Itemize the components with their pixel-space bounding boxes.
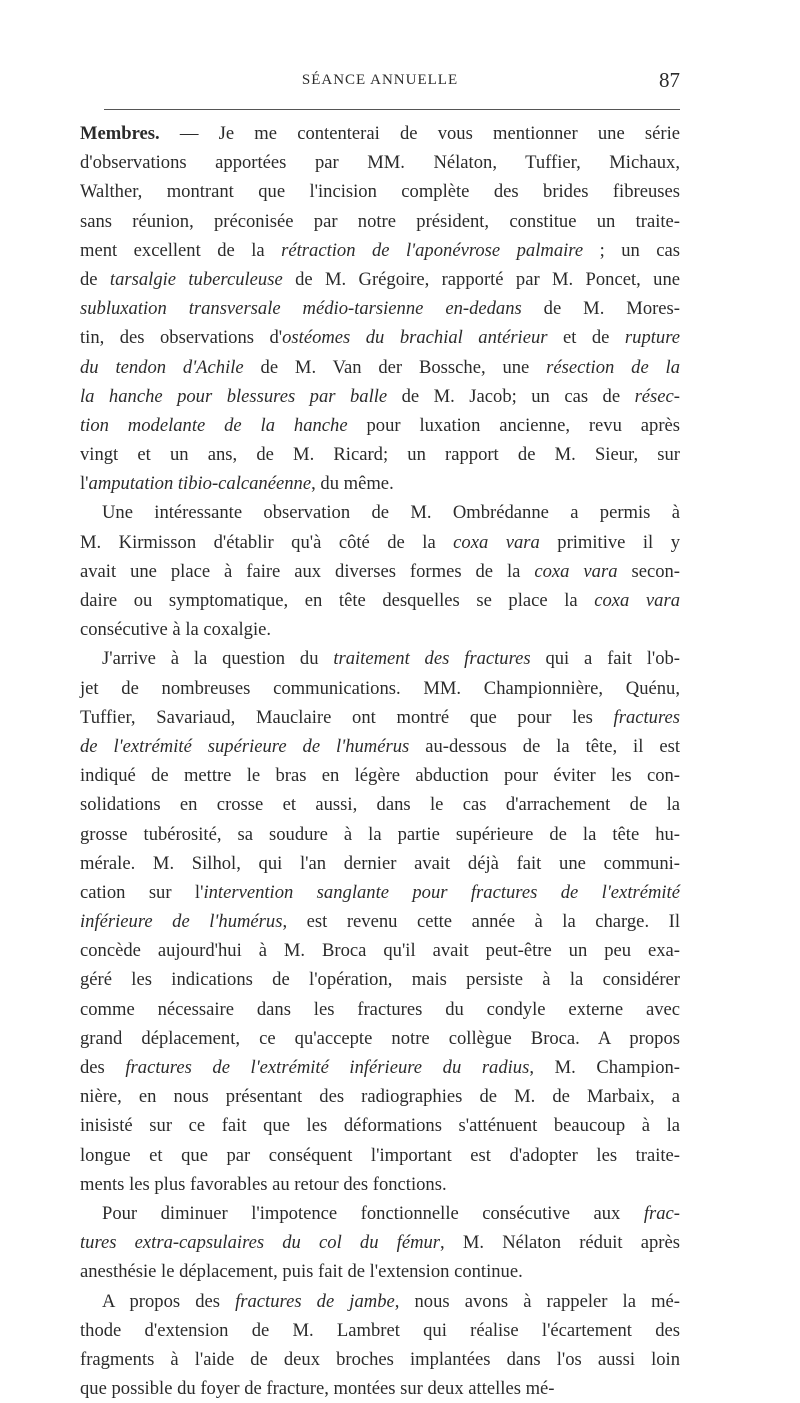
italic-text: tion modelante de la hanche <box>80 415 348 436</box>
text-segment: sans réunion, préconisée par notre président, constitue un traite- <box>80 211 680 232</box>
text-segment: nière, en nous présentant des radiographies de M. de Marbaix, a <box>80 1086 680 1107</box>
text-line <box>80 265 680 294</box>
text-segment: , nous avons à rappeler la mé- <box>395 1291 680 1312</box>
header-rule <box>104 109 680 110</box>
text-segment: ments les plus favorables au retour des fonctions. <box>80 1174 447 1195</box>
paragraph <box>80 119 680 498</box>
italic-text: coxa vara <box>594 590 680 611</box>
text-segment: indiqué de mettre le bras en légère abduction pour éviter les con- <box>80 765 680 786</box>
text-line <box>80 820 680 849</box>
running-head <box>80 68 680 94</box>
text-line <box>80 1257 680 1286</box>
italic-text: inférieure de l'humérus <box>80 911 282 932</box>
italic-text: subluxation transversale médio-tarsienne en-dedans <box>80 298 522 319</box>
text-line <box>80 1024 680 1053</box>
text-segment: des <box>80 1057 125 1078</box>
text-segment: Tuffier, Savariaud, Mauclaire ont montré que pour les <box>80 707 614 728</box>
text-line <box>80 1374 680 1403</box>
text-line <box>80 1199 680 1228</box>
italic-text: résec- <box>635 386 680 407</box>
text-line <box>80 528 680 557</box>
text-segment: , du même. <box>311 473 394 494</box>
text-line <box>80 790 680 819</box>
text-line <box>80 440 680 469</box>
text-segment: primitive il y <box>540 532 680 553</box>
text-segment: avait une place à faire aux diverses formes de la <box>80 561 534 582</box>
text-segment: de M. Grégoire, rapporté par M. Poncet, une <box>283 269 680 290</box>
paragraph <box>80 1199 680 1287</box>
italic-text: résection de la <box>546 357 680 378</box>
bold-heading: Membres. <box>80 123 160 144</box>
italic-text: amputation tibio-calcanéenne <box>89 473 312 494</box>
text-line <box>80 1287 680 1316</box>
text-segment: secon- <box>618 561 680 582</box>
text-line <box>80 177 680 206</box>
text-line <box>80 1053 680 1082</box>
text-line <box>80 557 680 586</box>
text-segment: Walther, montrant que l'incision complète des brides fibreuses <box>80 181 680 202</box>
italic-text: coxa vara <box>534 561 617 582</box>
text-line <box>80 1141 680 1170</box>
text-segment: , M. Nélaton réduit après <box>440 1232 680 1253</box>
text-segment: thode d'extension de M. Lambret qui réalise l'écartement des <box>80 1320 680 1341</box>
text-line <box>80 1170 680 1199</box>
text-line <box>80 703 680 732</box>
italic-text: rupture <box>625 327 680 348</box>
italic-text: coxa vara <box>453 532 540 553</box>
text-line <box>80 294 680 323</box>
text-line <box>80 878 680 907</box>
text-segment: , M. Champion- <box>529 1057 680 1078</box>
text-segment: de M. Jacob; un cas de <box>387 386 634 407</box>
text-segment: consécutive à la coxalgie. <box>80 619 271 640</box>
paragraph <box>80 498 680 644</box>
text-segment: que possible du foyer de fracture, montées sur deux attelles mé- <box>80 1378 555 1399</box>
text-line <box>80 498 680 527</box>
text-segment: Une intéressante observation de M. Ombrédanne a permis à <box>102 502 680 523</box>
text-segment: tin, des observations d' <box>80 327 282 348</box>
text-segment: jet de nombreuses communications. MM. Championnière, Quénu, <box>80 678 680 699</box>
text-line <box>80 353 680 382</box>
text-segment: comme nécessaire dans les fractures du condyle externe avec <box>80 999 680 1020</box>
italic-text: du tendon d'Achile <box>80 357 244 378</box>
text-segment: solidations en crosse et aussi, dans le cas d'arrachement de la <box>80 794 680 815</box>
text-segment: ment excellent de la <box>80 240 281 261</box>
text-segment: grosse tubérosité, sa soudure à la partie supérieure de la tête hu- <box>80 824 680 845</box>
italic-text: traitement des fractures <box>333 648 530 669</box>
text-line <box>80 323 680 352</box>
text-line <box>80 1082 680 1111</box>
text-line <box>80 586 680 615</box>
text-segment: A propos des <box>102 1291 235 1312</box>
text-segment: M. Kirmisson d'établir qu'à côté de la <box>80 532 453 553</box>
text-segment: de M. Van der Bossche, une <box>244 357 546 378</box>
italic-text: fractures de l'extrémité inférieure du radius <box>125 1057 529 1078</box>
text-line <box>80 965 680 994</box>
text-line <box>80 674 680 703</box>
text-segment: Pour diminuer l'impotence fonctionnelle consécutive aux <box>102 1203 644 1224</box>
text-segment: de M. Mores- <box>522 298 680 319</box>
text-line <box>80 119 680 148</box>
italic-text: frac- <box>644 1203 680 1224</box>
text-segment: d'observations apportées par MM. Nélaton, Tuffier, Michaux, <box>80 152 680 173</box>
text-segment: l' <box>80 473 89 494</box>
text-line <box>80 615 680 644</box>
running-title: SÉANCE ANNUELLE <box>80 72 680 89</box>
text-line <box>80 936 680 965</box>
text-segment: anesthésie le déplacement, puis fait de l'extension continue. <box>80 1261 523 1282</box>
text-segment: pour luxation ancienne, revu après <box>348 415 680 436</box>
italic-text: tures extra-capsulaires du col du fémur <box>80 1232 440 1253</box>
italic-text: intervention sanglante pour fractures de l'extrémité <box>203 882 680 903</box>
text-segment: inisisté sur ce fait que les déformations s'atténuent beaucoup à la <box>80 1115 680 1136</box>
italic-text: fractures de jambe <box>235 1291 395 1312</box>
text-line <box>80 907 680 936</box>
text-segment: ; un cas <box>583 240 680 261</box>
text-segment: J'arrive à la question du <box>102 648 333 669</box>
text-line <box>80 411 680 440</box>
text-line <box>80 382 680 411</box>
text-line <box>80 469 680 498</box>
italic-text: ostéomes du brachial antérieur <box>282 327 547 348</box>
text-line <box>80 995 680 1024</box>
body-text <box>80 119 680 1403</box>
text-line <box>80 1316 680 1345</box>
text-line <box>80 207 680 236</box>
text-segment: daire ou symptomatique, en tête desquelles se place la <box>80 590 594 611</box>
paragraph <box>80 644 680 1199</box>
text-line <box>80 1345 680 1374</box>
text-line <box>80 761 680 790</box>
text-segment: et de <box>548 327 625 348</box>
text-segment: géré les indications de l'opération, mais persiste à la considérer <box>80 969 680 990</box>
italic-text: fractures <box>614 707 680 728</box>
text-segment: mérale. M. Silhol, qui l'an dernier avait déjà fait une communi- <box>80 853 680 874</box>
text-segment: vingt et un ans, de M. Ricard; un rapport de M. Sieur, sur <box>80 444 680 465</box>
text-segment: longue et que par conséquent l'important est d'adopter les traite- <box>80 1145 680 1166</box>
text-line <box>80 849 680 878</box>
text-line <box>80 148 680 177</box>
text-segment: cation sur l' <box>80 882 203 903</box>
text-line <box>80 236 680 265</box>
text-segment: qui a fait l'ob- <box>531 648 680 669</box>
text-segment: grand déplacement, ce qu'accepte notre collègue Broca. A propos <box>80 1028 680 1049</box>
italic-text: la hanche pour blessures par balle <box>80 386 387 407</box>
text-segment: , est revenu cette année à la charge. Il <box>282 911 680 932</box>
text-segment: concède aujourd'hui à M. Broca qu'il avait peut-être un peu exa- <box>80 940 680 961</box>
page-number: 87 <box>659 68 680 93</box>
text-line <box>80 1228 680 1257</box>
italic-text: de l'extrémité supérieure de l'humérus <box>80 736 409 757</box>
text-line <box>80 1111 680 1140</box>
text-segment: — Je me contenterai de vous mentionner une série <box>160 123 680 144</box>
text-line <box>80 644 680 673</box>
italic-text: tarsalgie tuberculeuse <box>110 269 283 290</box>
text-line <box>80 732 680 761</box>
text-segment: fragments à l'aide de deux broches implantées dans l'os aussi loin <box>80 1349 680 1370</box>
italic-text: rétraction de l'aponévrose palmaire <box>281 240 583 261</box>
paragraph <box>80 1287 680 1403</box>
text-segment: de <box>80 269 110 290</box>
text-segment: au-dessous de la tête, il est <box>409 736 680 757</box>
